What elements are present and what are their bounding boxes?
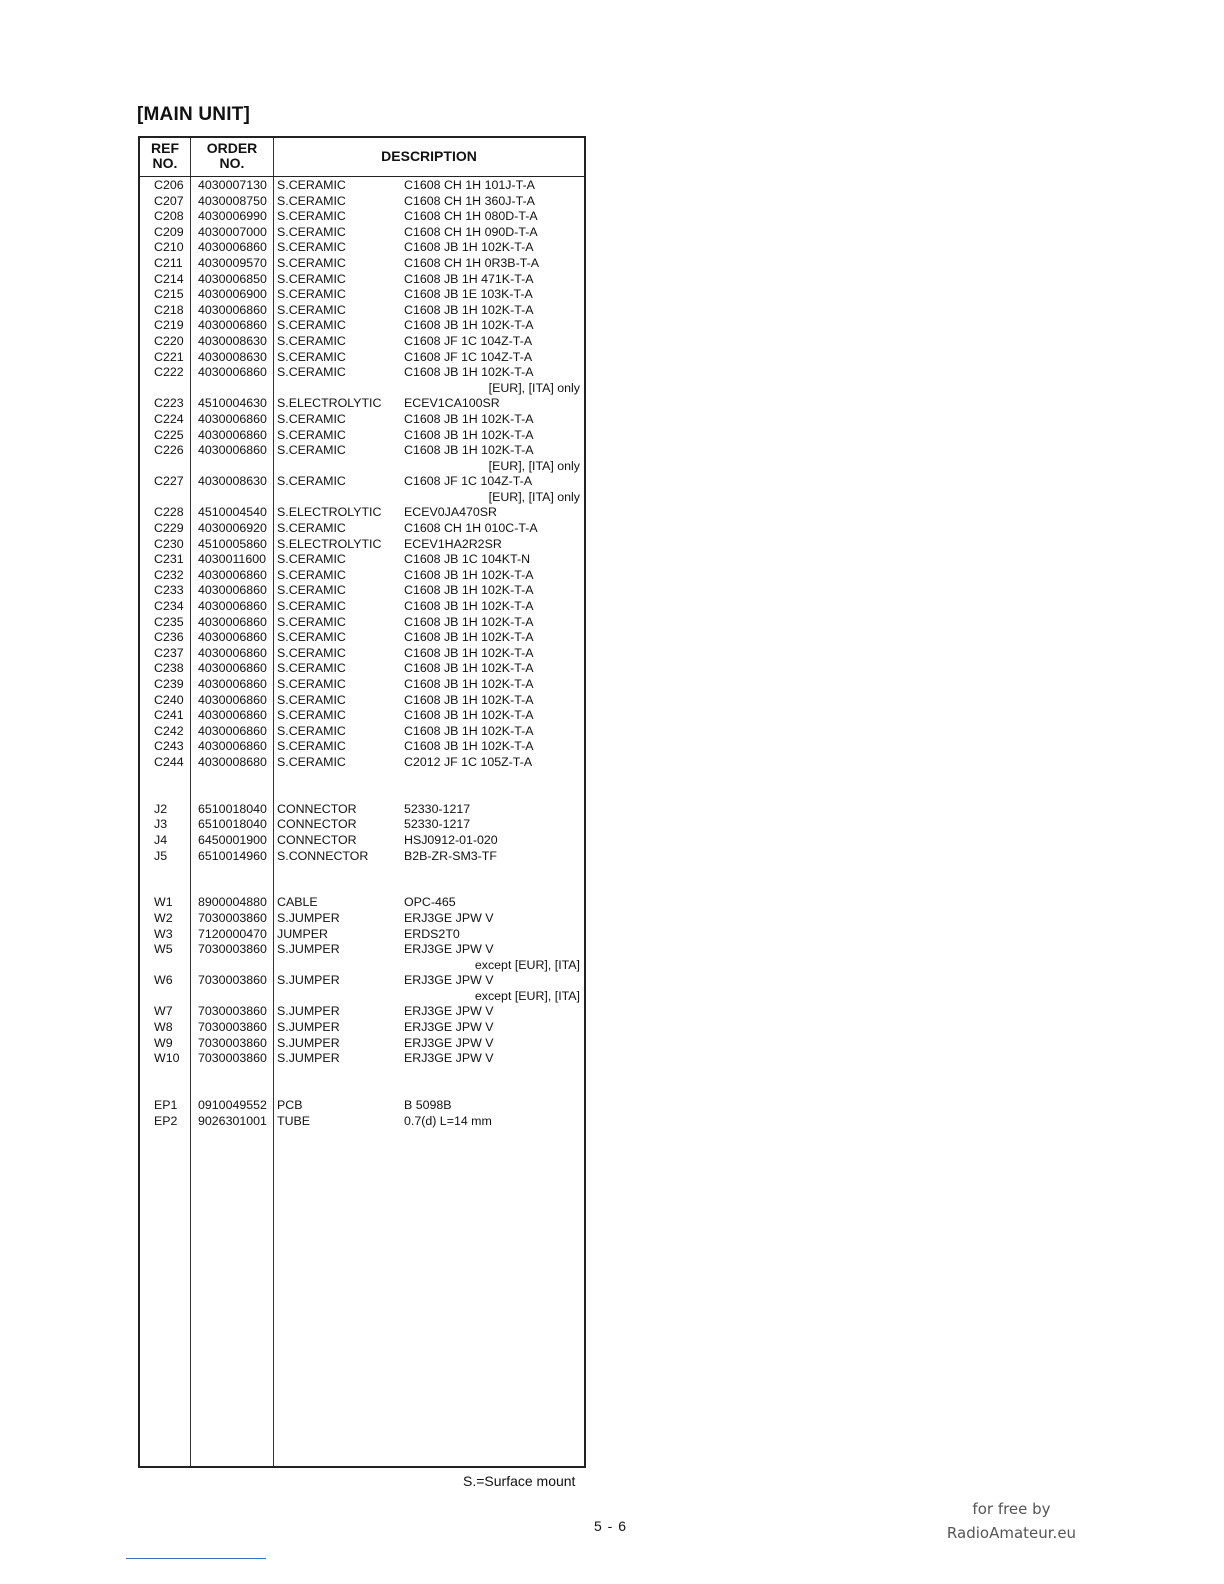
table-row bbox=[140, 724, 584, 740]
spec-cell: C1608 JB 1H 102K-T-A bbox=[404, 739, 534, 754]
spec-cell: ERDS2T0 bbox=[404, 926, 460, 941]
type-cell: S.CERAMIC bbox=[277, 240, 346, 255]
order-no-cell: 4030006860 bbox=[198, 708, 267, 723]
order-no-cell: 4030006900 bbox=[198, 287, 267, 302]
type-cell: S.JUMPER bbox=[277, 942, 340, 957]
table-row-blank bbox=[140, 771, 584, 787]
spec-cell: ERJ3GE JPW V bbox=[404, 973, 494, 988]
type-cell: S.CERAMIC bbox=[277, 193, 346, 208]
table-row bbox=[140, 443, 584, 459]
spec-cell: OPC-465 bbox=[404, 895, 456, 910]
type-cell: S.CONNECTOR bbox=[277, 848, 369, 863]
order-no-cell: 4030006860 bbox=[198, 630, 267, 645]
type-cell: S.CERAMIC bbox=[277, 333, 346, 348]
type-cell: S.CERAMIC bbox=[277, 739, 346, 754]
order-no-cell: 4030006860 bbox=[198, 677, 267, 691]
ref-cell: C206 bbox=[154, 178, 184, 192]
type-cell: S.JUMPER bbox=[277, 1020, 340, 1035]
spec-cell: C1608 JB 1H 102K-T-A bbox=[404, 318, 534, 333]
order-no-cell: 4030006860 bbox=[198, 427, 267, 442]
spec-cell: B 5098B bbox=[404, 1098, 452, 1113]
type-cell: S.CERAMIC bbox=[277, 411, 346, 426]
ref-cell: W6 bbox=[154, 973, 173, 988]
table-row bbox=[140, 256, 584, 272]
type-cell: S.ELECTROLYTIC bbox=[277, 396, 382, 411]
table-row-note: [EUR], [ITA] only bbox=[488, 489, 580, 504]
type-cell: S.JUMPER bbox=[277, 910, 340, 925]
spec-cell: 52330-1217 bbox=[404, 801, 471, 816]
type-cell: S.CERAMIC bbox=[277, 521, 346, 536]
type-cell: S.CERAMIC bbox=[277, 552, 346, 567]
table-row bbox=[140, 661, 584, 677]
spec-cell: C1608 JB 1H 102K-T-A bbox=[404, 567, 534, 582]
ref-cell: J5 bbox=[154, 848, 168, 863]
spec-cell: ECEV1HA2R2SR bbox=[404, 536, 502, 551]
ref-cell: C210 bbox=[154, 240, 184, 255]
type-cell: S.CERAMIC bbox=[277, 427, 346, 442]
table-row bbox=[140, 428, 584, 444]
ref-cell: W9 bbox=[154, 1035, 173, 1050]
page-number: 5 - 6 bbox=[594, 1518, 628, 1534]
spec-cell: C1608 JB 1H 102K-T-A bbox=[404, 692, 534, 707]
table-row bbox=[140, 552, 584, 568]
order-no-cell: 4030006860 bbox=[198, 599, 267, 614]
spec-cell: ERJ3GE JPW V bbox=[404, 910, 494, 925]
ref-cell: EP1 bbox=[154, 1098, 178, 1113]
table-body bbox=[140, 178, 584, 1129]
spec-cell: C1608 CH 1H 090D-T-A bbox=[404, 224, 538, 239]
order-no-cell: 0910049552 bbox=[198, 1098, 267, 1113]
ref-cell: C239 bbox=[154, 677, 184, 691]
table-row bbox=[140, 817, 584, 833]
order-no-cell: 4030009570 bbox=[198, 255, 267, 270]
order-no-cell: 4510005860 bbox=[198, 536, 267, 551]
spec-cell: C1608 JB 1H 102K-T-A bbox=[404, 614, 534, 629]
ref-cell: C231 bbox=[154, 552, 184, 567]
table-row bbox=[140, 178, 584, 194]
type-cell: S.JUMPER bbox=[277, 1051, 340, 1066]
ref-cell: C209 bbox=[154, 224, 184, 239]
order-no-cell: 4030007130 bbox=[198, 178, 267, 192]
spec-cell: C1608 JB 1H 102K-T-A bbox=[404, 427, 534, 442]
ref-cell: C230 bbox=[154, 536, 184, 551]
type-cell: S.CERAMIC bbox=[277, 567, 346, 582]
order-no-cell: 4030006860 bbox=[198, 723, 267, 738]
spec-cell: C1608 JB 1H 102K-T-A bbox=[404, 411, 534, 426]
ref-cell: C220 bbox=[154, 333, 184, 348]
type-cell: S.CERAMIC bbox=[277, 661, 346, 676]
table-row bbox=[140, 1036, 584, 1052]
type-cell: S.CERAMIC bbox=[277, 287, 346, 302]
table-row bbox=[140, 568, 584, 584]
spec-cell: C1608 JB 1H 102K-T-A bbox=[404, 645, 534, 660]
header-ref-no bbox=[140, 141, 190, 171]
spec-cell: C1608 JB 1H 102K-T-A bbox=[404, 708, 534, 723]
spec-cell: 0.7(d) L=14 mm bbox=[404, 1113, 492, 1128]
table-row bbox=[140, 630, 584, 646]
ref-cell: C207 bbox=[154, 193, 184, 208]
table-row bbox=[140, 396, 584, 412]
order-no-cell: 4030006860 bbox=[198, 661, 267, 676]
order-no-cell: 7030003860 bbox=[198, 910, 267, 925]
spec-cell: C1608 JB 1H 102K-T-A bbox=[404, 723, 534, 738]
table-row bbox=[140, 537, 584, 553]
type-cell: CONNECTOR bbox=[277, 817, 357, 832]
ref-cell: C232 bbox=[154, 567, 184, 582]
table-row-note: [EUR], [ITA] only bbox=[488, 380, 580, 395]
footer-rule bbox=[126, 1558, 266, 1559]
table-row bbox=[140, 973, 584, 989]
table-row bbox=[140, 1098, 584, 1114]
ref-cell: C222 bbox=[154, 365, 184, 380]
table-row bbox=[140, 1020, 584, 1036]
type-cell: S.CERAMIC bbox=[277, 318, 346, 333]
spec-cell: C2012 JF 1C 105Z-T-A bbox=[404, 754, 533, 769]
spec-cell: ERJ3GE JPW V bbox=[404, 1020, 494, 1035]
order-no-cell: 4030006860 bbox=[198, 365, 267, 380]
spec-cell: ERJ3GE JPW V bbox=[404, 1035, 494, 1050]
spec-cell: C1608 JF 1C 104Z-T-A bbox=[404, 349, 533, 364]
spec-cell: C1608 JB 1E 103K-T-A bbox=[404, 287, 533, 302]
watermark-line1: for free by bbox=[972, 1500, 1051, 1518]
order-no-cell: 4030006860 bbox=[198, 411, 267, 426]
table-row bbox=[140, 911, 584, 927]
order-no-cell: 4030008630 bbox=[198, 474, 267, 489]
table-row-note: except [EUR], [ITA] bbox=[474, 957, 580, 972]
order-no-cell: 4030006860 bbox=[198, 583, 267, 598]
order-no-cell: 7030003860 bbox=[198, 1020, 267, 1035]
table-row bbox=[140, 318, 584, 334]
spec-cell: C1608 JB 1H 471K-T-A bbox=[404, 271, 534, 286]
order-no-cell: 4030006860 bbox=[198, 614, 267, 629]
table-row-blank bbox=[140, 864, 584, 880]
type-cell: PCB bbox=[277, 1098, 303, 1113]
table-row bbox=[140, 521, 584, 537]
ref-cell: W3 bbox=[154, 926, 173, 941]
order-no-cell: 6450001900 bbox=[198, 832, 267, 847]
spec-cell: C1608 CH 1H 010C-T-A bbox=[404, 521, 538, 536]
table-row-blank bbox=[140, 880, 584, 896]
type-cell: S.CERAMIC bbox=[277, 178, 346, 192]
table-row bbox=[140, 708, 584, 724]
spec-cell: C1608 JB 1C 104KT-N bbox=[404, 552, 531, 567]
spec-cell: C1608 JF 1C 104Z-T-A bbox=[404, 333, 533, 348]
header-ref-no-label: REF NO. bbox=[151, 140, 179, 171]
spec-cell: ECEV1CA100SR bbox=[404, 396, 500, 411]
spec-cell: HSJ0912-01-020 bbox=[404, 832, 498, 847]
table-row bbox=[140, 739, 584, 755]
type-cell: S.ELECTROLYTIC bbox=[277, 536, 382, 551]
order-no-cell: 4030006860 bbox=[198, 692, 267, 707]
type-cell: S.CERAMIC bbox=[277, 443, 346, 458]
spec-cell: ERJ3GE JPW V bbox=[404, 1004, 494, 1019]
type-cell: S.CERAMIC bbox=[277, 255, 346, 270]
ref-cell: C244 bbox=[154, 754, 184, 769]
type-cell: S.CERAMIC bbox=[277, 583, 346, 598]
ref-cell: C236 bbox=[154, 630, 184, 645]
header-divider bbox=[140, 176, 584, 177]
table-row bbox=[140, 583, 584, 599]
header-order-no-label: ORDER NO. bbox=[206, 140, 258, 171]
table-row bbox=[140, 942, 584, 958]
table-row bbox=[140, 412, 584, 428]
spec-cell: C1608 CH 1H 080D-T-A bbox=[404, 209, 538, 224]
type-cell: S.CERAMIC bbox=[277, 224, 346, 239]
parts-table bbox=[138, 136, 586, 1468]
watermark bbox=[934, 1497, 1089, 1545]
ref-cell: C241 bbox=[154, 708, 184, 723]
type-cell: S.JUMPER bbox=[277, 973, 340, 988]
table-row bbox=[140, 615, 584, 631]
type-cell: S.CERAMIC bbox=[277, 754, 346, 769]
ref-cell: C243 bbox=[154, 739, 184, 754]
header-description: DESCRIPTION bbox=[381, 148, 477, 164]
table-row bbox=[140, 240, 584, 256]
table-row bbox=[140, 287, 584, 303]
spec-cell: C1608 CH 1H 0R3B-T-A bbox=[404, 255, 539, 270]
order-no-cell: 4030006860 bbox=[198, 739, 267, 754]
order-no-cell: 4030008750 bbox=[198, 193, 267, 208]
table-row bbox=[140, 1004, 584, 1020]
ref-cell: W2 bbox=[154, 910, 173, 925]
ref-cell: EP2 bbox=[154, 1113, 178, 1128]
type-cell: S.CERAMIC bbox=[277, 614, 346, 629]
section-title: [MAIN UNIT] bbox=[137, 104, 251, 125]
ref-cell: C214 bbox=[154, 271, 184, 286]
ref-cell: J2 bbox=[154, 801, 168, 816]
table-row bbox=[140, 505, 584, 521]
table-row bbox=[140, 303, 584, 319]
table-row-note: [EUR], [ITA] only bbox=[488, 458, 580, 473]
order-no-cell: 9026301001 bbox=[198, 1113, 267, 1128]
order-no-cell: 4030006860 bbox=[198, 240, 267, 255]
order-no-cell: 7030003860 bbox=[198, 973, 267, 988]
type-cell: S.CERAMIC bbox=[277, 474, 346, 489]
table-row bbox=[140, 209, 584, 225]
type-cell: S.CERAMIC bbox=[277, 677, 346, 691]
table-row bbox=[140, 927, 584, 943]
spec-cell: ERJ3GE JPW V bbox=[404, 942, 494, 957]
footnote: S.=Surface mount bbox=[463, 1473, 576, 1489]
ref-cell: C238 bbox=[154, 661, 184, 676]
header-order-no bbox=[191, 141, 273, 171]
table-row bbox=[140, 194, 584, 210]
spec-cell: C1608 JB 1H 102K-T-A bbox=[404, 630, 534, 645]
type-cell: S.CERAMIC bbox=[277, 645, 346, 660]
table-row bbox=[140, 755, 584, 771]
table-row-blank bbox=[140, 1082, 584, 1098]
table-row bbox=[140, 272, 584, 288]
ref-cell: W10 bbox=[154, 1051, 180, 1066]
ref-cell: C218 bbox=[154, 302, 184, 317]
type-cell: S.CERAMIC bbox=[277, 692, 346, 707]
spec-cell: B2B-ZR-SM3-TF bbox=[404, 848, 497, 863]
ref-cell: C226 bbox=[154, 443, 184, 458]
order-no-cell: 7030003860 bbox=[198, 1004, 267, 1019]
ref-cell: C240 bbox=[154, 692, 184, 707]
order-no-cell: 6510018040 bbox=[198, 817, 267, 832]
spec-cell: C1608 CH 1H 360J-T-A bbox=[404, 193, 535, 208]
type-cell: JUMPER bbox=[277, 926, 328, 941]
table-row-blank bbox=[140, 1067, 584, 1083]
order-no-cell: 4030006860 bbox=[198, 318, 267, 333]
ref-cell: W8 bbox=[154, 1020, 173, 1035]
order-no-cell: 4030008680 bbox=[198, 754, 267, 769]
ref-cell: C234 bbox=[154, 599, 184, 614]
spec-cell: C1608 JB 1H 102K-T-A bbox=[404, 443, 534, 458]
order-no-cell: 6510014960 bbox=[198, 848, 267, 863]
spec-cell: C1608 JB 1H 102K-T-A bbox=[404, 677, 534, 691]
type-cell: S.CERAMIC bbox=[277, 365, 346, 380]
watermark-line2: RadioAmateur.eu bbox=[946, 1524, 1077, 1542]
spec-cell: C1608 JF 1C 104Z-T-A bbox=[404, 474, 533, 489]
spec-cell: C1608 JB 1H 102K-T-A bbox=[404, 365, 534, 380]
table-row bbox=[140, 350, 584, 366]
type-cell: S.CERAMIC bbox=[277, 209, 346, 224]
spec-cell: C1608 JB 1H 102K-T-A bbox=[404, 302, 534, 317]
order-no-cell: 4030006850 bbox=[198, 271, 267, 286]
spec-cell: C1608 JB 1H 102K-T-A bbox=[404, 599, 534, 614]
table-row bbox=[140, 677, 584, 693]
order-no-cell: 4030007000 bbox=[198, 224, 267, 239]
type-cell: TUBE bbox=[277, 1113, 311, 1128]
table-row-blank bbox=[140, 786, 584, 802]
ref-cell: W1 bbox=[154, 895, 173, 910]
order-no-cell: 4030006920 bbox=[198, 521, 267, 536]
spec-cell: 52330-1217 bbox=[404, 817, 471, 832]
order-no-cell: 4030011600 bbox=[198, 552, 266, 567]
table-row bbox=[140, 1051, 584, 1067]
ref-cell: C211 bbox=[154, 255, 183, 270]
order-no-cell: 6510018040 bbox=[198, 801, 267, 816]
order-no-cell: 4030008630 bbox=[198, 349, 267, 364]
order-no-cell: 8900004880 bbox=[198, 895, 267, 910]
ref-cell: C227 bbox=[154, 474, 184, 489]
order-no-cell: 4030006860 bbox=[198, 567, 267, 582]
order-no-cell: 4030008630 bbox=[198, 333, 267, 348]
type-cell: CONNECTOR bbox=[277, 832, 357, 847]
order-no-cell: 4030006860 bbox=[198, 443, 267, 458]
table-row bbox=[140, 802, 584, 818]
ref-cell: C229 bbox=[154, 521, 184, 536]
ref-cell: C233 bbox=[154, 583, 184, 598]
type-cell: S.JUMPER bbox=[277, 1004, 340, 1019]
order-no-cell: 7030003860 bbox=[198, 1051, 267, 1066]
spec-cell: ERJ3GE JPW V bbox=[404, 1051, 494, 1066]
table-row bbox=[140, 225, 584, 241]
ref-cell: C235 bbox=[154, 614, 184, 629]
table-row bbox=[140, 474, 584, 490]
table-row bbox=[140, 334, 584, 350]
type-cell: S.CERAMIC bbox=[277, 349, 346, 364]
table-row bbox=[140, 849, 584, 865]
type-cell: S.ELECTROLYTIC bbox=[277, 505, 382, 520]
type-cell: S.JUMPER bbox=[277, 1035, 340, 1050]
spec-cell: C1608 JB 1H 102K-T-A bbox=[404, 661, 534, 676]
ref-cell: J3 bbox=[154, 817, 168, 832]
spec-cell: C1608 JB 1H 102K-T-A bbox=[404, 583, 534, 598]
type-cell: S.CERAMIC bbox=[277, 302, 346, 317]
ref-cell: C219 bbox=[154, 318, 184, 333]
spec-cell: ECEV0JA470SR bbox=[404, 505, 497, 520]
ref-cell: C228 bbox=[154, 505, 184, 520]
type-cell: S.CERAMIC bbox=[277, 708, 346, 723]
order-no-cell: 4030006990 bbox=[198, 209, 267, 224]
table-row bbox=[140, 599, 584, 615]
order-no-cell: 4030006860 bbox=[198, 645, 267, 660]
ref-cell: C225 bbox=[154, 427, 184, 442]
type-cell: S.CERAMIC bbox=[277, 599, 346, 614]
ref-cell: W5 bbox=[154, 942, 173, 957]
table-row bbox=[140, 693, 584, 709]
order-no-cell: 4510004630 bbox=[198, 396, 267, 411]
table-row bbox=[140, 1114, 584, 1130]
table-row bbox=[140, 833, 584, 849]
type-cell: S.CERAMIC bbox=[277, 630, 346, 645]
table-row bbox=[140, 895, 584, 911]
table-row bbox=[140, 365, 584, 381]
spec-cell: C1608 CH 1H 101J-T-A bbox=[404, 178, 535, 192]
type-cell: CABLE bbox=[277, 895, 318, 910]
order-no-cell: 7030003860 bbox=[198, 942, 267, 957]
order-no-cell: 7120000470 bbox=[198, 926, 267, 941]
ref-cell: C223 bbox=[154, 396, 184, 411]
ref-cell: C242 bbox=[154, 723, 184, 738]
order-no-cell: 4030006860 bbox=[198, 302, 267, 317]
order-no-cell: 4510004540 bbox=[198, 505, 267, 520]
ref-cell: C224 bbox=[154, 411, 184, 426]
table-row bbox=[140, 646, 584, 662]
ref-cell: C215 bbox=[154, 287, 184, 302]
type-cell: S.CERAMIC bbox=[277, 271, 346, 286]
ref-cell: C221 bbox=[154, 349, 184, 364]
ref-cell: C208 bbox=[154, 209, 184, 224]
type-cell: CONNECTOR bbox=[277, 801, 357, 816]
spec-cell: C1608 JB 1H 102K-T-A bbox=[404, 240, 534, 255]
ref-cell: J4 bbox=[154, 832, 168, 847]
order-no-cell: 7030003860 bbox=[198, 1035, 267, 1050]
table-row-note: except [EUR], [ITA] bbox=[474, 988, 580, 1003]
ref-cell: W7 bbox=[154, 1004, 173, 1019]
ref-cell: C237 bbox=[154, 645, 184, 660]
type-cell: S.CERAMIC bbox=[277, 723, 346, 738]
